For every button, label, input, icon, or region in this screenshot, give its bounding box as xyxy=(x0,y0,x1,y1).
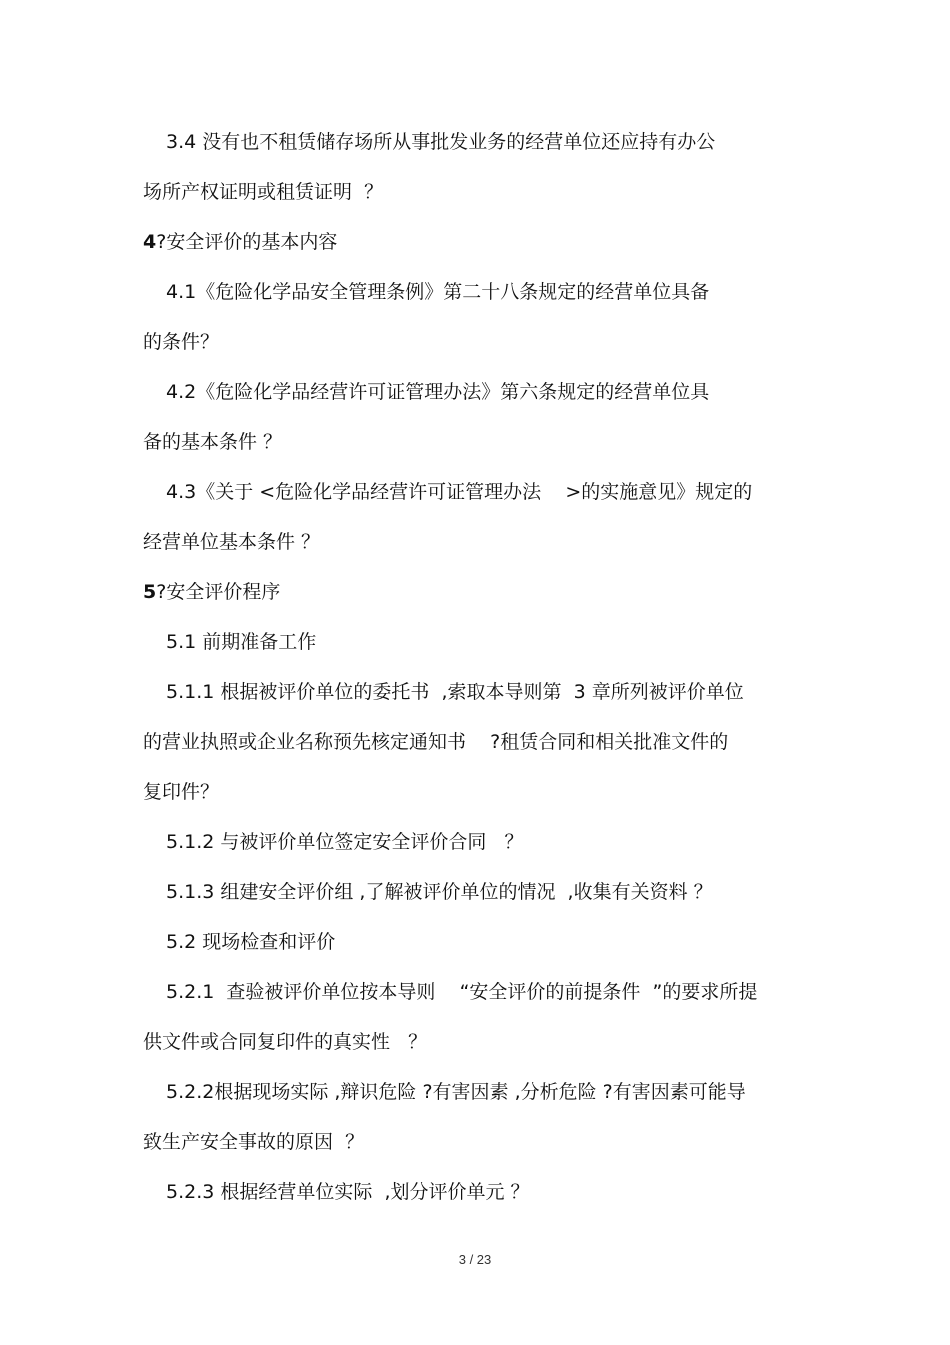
text-line: 致生产安全事故的原因 ？ xyxy=(143,1131,365,1153)
page-number: 3 / 23 xyxy=(458,1252,492,1267)
section-heading-5 xyxy=(143,580,280,604)
text-line: 备的基本条件 ？ xyxy=(143,431,283,453)
text-line: 4.3《关于 <危险化学品经营许可证管理办法 >的实施意见》规定的 xyxy=(166,481,753,503)
text-line: 5.1 前期准备工作 xyxy=(166,631,317,653)
text-line: 4.1《危险化学品安全管理条例》第二十八条规定的经营单位具备 xyxy=(166,281,710,303)
text-line: 3.4 没有也不租赁储存场所从事批发业务的经营单位还应持有办公 xyxy=(166,131,716,153)
section-title: ?安全评价的基本内容 xyxy=(156,231,338,253)
text-line: 4.2《危险化学品经营许可证管理办法》第六条规定的经营单位具 xyxy=(166,381,710,403)
text-line: 的条件？ xyxy=(143,331,220,353)
section-number: 5 xyxy=(143,581,157,603)
text-line: 5.1.1 根据被评价单位的委托书 ,索取本导则第 3 章所列被评价单位 xyxy=(166,681,744,703)
section-title: ?安全评价程序 xyxy=(156,581,281,603)
text-line: 经营单位基本条件 ？ xyxy=(143,531,321,553)
text-line: 复印件？ xyxy=(143,781,220,803)
section-number: 4 xyxy=(143,231,157,253)
text-line: 的营业执照或企业名称预先核定通知书 ?租赁合同和相关批准文件的 xyxy=(143,731,729,753)
text-line: 5.2.1 查验被评价单位按本导则 “安全评价的前提条件 ”的要求所提 xyxy=(166,981,758,1003)
text-line: 5.1.3 组建安全评价组 ,了解被评价单位的情况 ,收集有关资料 ？ xyxy=(166,881,713,903)
text-line: 供文件或合同复印件的真实性 ？ xyxy=(143,1031,428,1053)
text-line: 5.2 现场检查和评价 xyxy=(166,931,336,953)
text-line: 5.2.2根据现场实际 ,辩识危险 ?有害因素 ,分析危险 ?有害因素可能导 xyxy=(166,1081,746,1103)
text-line: 5.1.2 与被评价单位签定安全评价合同 ？ xyxy=(166,831,524,853)
text-line: 场所产权证明或租赁证明 ？ xyxy=(143,181,384,203)
section-heading-4 xyxy=(143,230,337,254)
text-line: 5.2.3 根据经营单位实际 ,划分评价单元 ？ xyxy=(166,1181,530,1203)
